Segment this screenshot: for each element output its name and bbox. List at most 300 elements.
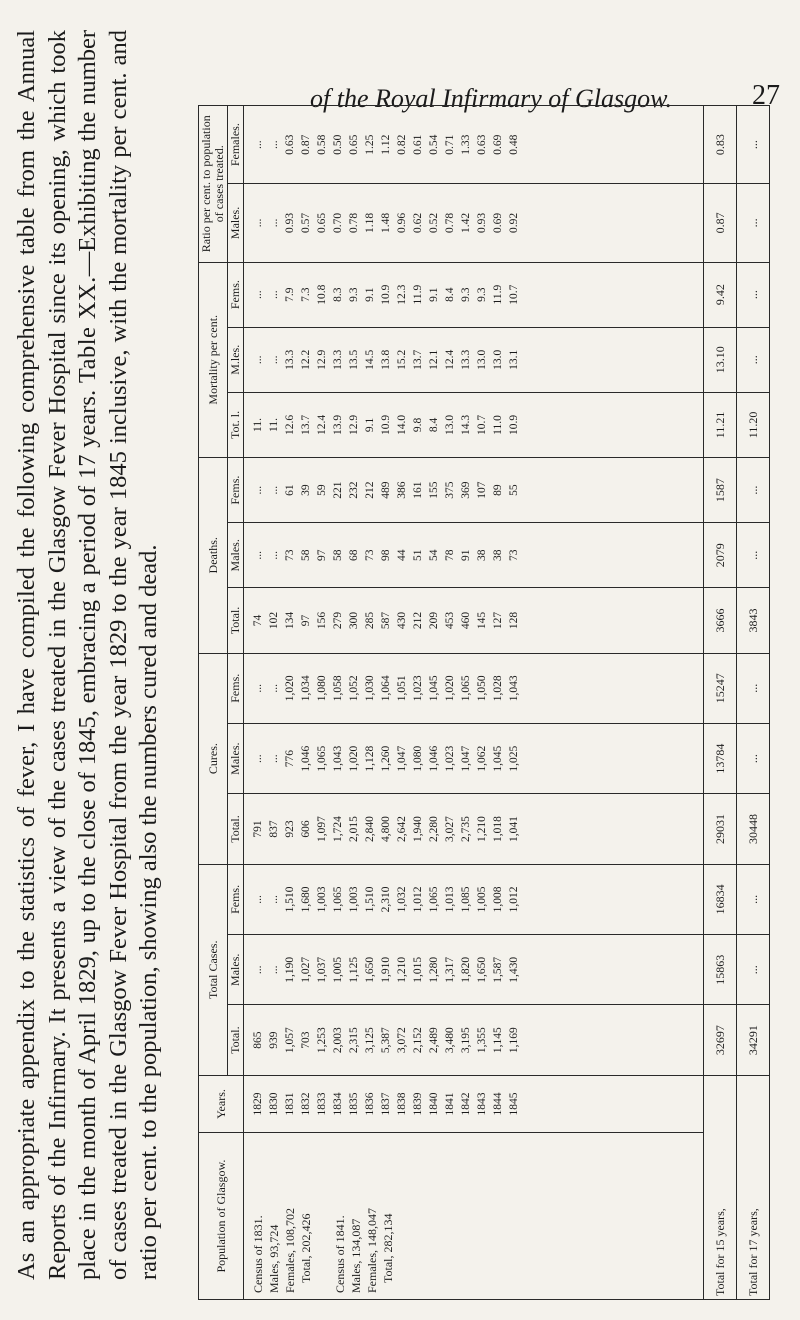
table-cell: 1,050 xyxy=(476,675,488,702)
table-cell: 1839 xyxy=(412,1092,424,1116)
cures-fems-15: 15247 xyxy=(704,653,737,723)
table-cell: 161 xyxy=(412,481,424,499)
ratio-females-15: 0.83 xyxy=(704,106,737,184)
table-cell: 0.52 xyxy=(428,212,440,233)
table-cell: 0.50 xyxy=(332,134,344,155)
table-cell: 587 xyxy=(380,611,392,630)
header-cures: Cures. xyxy=(199,653,228,864)
table-cell: 3,072 xyxy=(396,1027,408,1054)
mortality-fems-15: 9.42 xyxy=(704,262,737,327)
table-cell: 1,128 xyxy=(364,745,376,772)
table-cell: 1,047 xyxy=(396,745,408,772)
table-cell: 1,085 xyxy=(460,886,472,913)
table-cell: ... xyxy=(252,485,264,495)
table-cell: 1,210 xyxy=(396,956,408,983)
table-cell: 1,046 xyxy=(428,745,440,772)
table-cell: 1,003 xyxy=(316,886,328,913)
table-cell: 10.7 xyxy=(476,414,488,436)
table-cell: 59 xyxy=(316,484,328,496)
table-cell: 0.54 xyxy=(428,134,440,155)
table-cell: 1,940 xyxy=(412,816,424,842)
table-cell: 10.9 xyxy=(508,414,520,436)
table-cell: 1,253 xyxy=(316,1027,328,1054)
table-cell: 1,023 xyxy=(444,745,456,772)
mortality-total-15: 11.21 xyxy=(704,392,737,457)
table-cell: 1837 xyxy=(380,1092,392,1116)
deaths-fems-column xyxy=(244,458,704,523)
table-cell: 3,195 xyxy=(460,1027,472,1054)
table-caption: —Exhibiting the number of cases treated in the Glasgow Fever Hospital from the year 1829 to the year 1845 inclusive, with the mortality per cent. and ratio per cent. to the population, showing also the numbers cured and dead. xyxy=(74,30,162,1280)
table-cell: 1,023 xyxy=(412,675,424,702)
table-cell: 155 xyxy=(428,481,440,499)
total-cases-15: 32697 xyxy=(704,1005,737,1075)
table-cell: ... xyxy=(252,683,264,693)
sub-fems: Fems. xyxy=(228,458,244,523)
table-cell: 0.96 xyxy=(396,212,408,233)
table-cell: 1838 xyxy=(396,1092,408,1116)
table-cell: 145 xyxy=(476,611,488,630)
table-cell: 9.1 xyxy=(428,287,440,302)
table-cell: 923 xyxy=(284,820,296,838)
table-cell: 1,080 xyxy=(412,745,424,772)
table-cell: ... xyxy=(252,355,264,365)
table-cell: 13.9 xyxy=(332,414,344,436)
table-cell: 78 xyxy=(444,549,456,562)
table-cell: 0.48 xyxy=(508,134,520,155)
table-cell: 15.2 xyxy=(396,349,408,370)
males-1841: Males, 134,087 xyxy=(349,1218,363,1293)
table-cell: 1,080 xyxy=(316,675,328,702)
table-cell: 837 xyxy=(268,820,280,838)
females-1831: Females, 108,702 xyxy=(283,1208,297,1293)
table-cell: 98 xyxy=(380,549,392,562)
statistics-table: Population of Glasgow. Years. Total Cases. Cures. Deaths. Mortality per cent. Ratio per cent. to population of cases treated. Total. Males. Fems. Total. Males. Fems. Total. Males. Fems. Tot. l. M.les. Fems. Males. Females. Census of 1831. Males, 93,724 Females, 108,702 Total, 202,426 Census of 1841. Males, 134,087 Females, 148,047 Total, 282,134 1829 1830 1831 1832 1833 1834 1835 1836 1837 1838 1839 1840 1841 1842 1843 1844 1845 865 939 1,057 703 1,253 2,003 2,315 3,125 5,387 3,072 2,152 2,489 3,480 3,195 1,355 1,145 1,169 ... ... 1,190 1,027 1,037 1,005 1,125 1,650 1,910 1,210 1,015 1,280 1,317 1,820 1,650 1,587 1,430 ... ... 1,510 1,680 1,003 1,065 1,003 1,510 2,310 1,032 1,012 1,065 1,013 1,085 1,005 1,008 1,012 791 837 923 606 1,097 1,724 2,015 2,840 4,800 2,642 1,940 2,280 3,027 2,735 1,210 1,018 1,041 ... ... 776 1,046 1,065 1,043 1,020 1,128 1,260 1,047 1,080 1,046 1,023 1,047 1,062 1,045 1,025 ... ... 1,020 1,034 1,080 1,058 1,052 1,030 1,064 1,051 1,023 1,045 1,020 1,065 1,050 1,028 1,043 74 102 134 97 156 279 300 285 587 430 212 209 453 460 145 127 128 ... ... 73 58 97 58 68 73 98 44 51 54 78 91 38 38 73 ... ... 61 39 59 221 232 212 489 386 161 155 375 369 107 89 55 11. 11. 12.6 13.7 12.4 13.9 12.9 9.1 10.9 14.0 9.8 8.4 13.0 14.3 10.7 11.0 10.9 ... ... 13.3 12.2 12.9 13.3 13.5 14.5 13.8 15.2 13.7 12.1 12.4 13.3 13.0 13.0 13.1 ... ... 7.9 7.3 10.8 8.3 9.3 9.1 10.9 12.3 11.9 9.1 8.4 9.3 9.3 11.9 10.7 ... ... 0.93 0.57 0.65 0.70 0.78 1.18 1.48 0.96 0.62 0.52 0.78 1.42 0.93 0.69 0.92 ... ... 0.63 0.87 0.58 0.50 0.65 1.25 1.12 0.82 0.61 0.54 0.71 1.33 0.63 0.69 0.48 Total for 15 years, 32697 15863 16834 29031 13784 15247 3666 2079 1587 11.21 13.10 9.42 0.87 0.83 Total for 17 years, 34291 ... ... 30448 ... ... 3843 ... ... 11.20 ... ... ... ... xyxy=(198,105,770,1300)
table-cell: 14.5 xyxy=(364,349,376,370)
table-cell: 1,018 xyxy=(492,816,504,842)
table-cell: 1,046 xyxy=(300,745,312,772)
table-cell: 4,800 xyxy=(380,816,392,842)
total-15-label: Total for 15 years, xyxy=(704,1075,737,1299)
table-cell: 1,065 xyxy=(428,886,440,913)
table-cell: 1,724 xyxy=(332,816,344,842)
ratio-males-15: 0.87 xyxy=(704,184,737,262)
table-cell: 54 xyxy=(428,549,440,562)
table-cell: 369 xyxy=(460,481,472,499)
table-cell: 1,280 xyxy=(428,956,440,983)
table-cell: 1,065 xyxy=(332,886,344,913)
total-17-label: Total for 17 years, xyxy=(737,1075,770,1299)
table-cell: 212 xyxy=(412,611,424,630)
table-cell: 865 xyxy=(252,1031,264,1049)
table-cell: 9.8 xyxy=(412,417,424,433)
table-cell: 939 xyxy=(268,1031,280,1049)
sub-total: Total. xyxy=(228,794,244,864)
table-cell: 107 xyxy=(476,481,488,499)
total-cases-males-column xyxy=(244,935,704,1005)
table-cell: 13.7 xyxy=(300,414,312,436)
cures-males-15: 13784 xyxy=(704,723,737,793)
table-cell: 1830 xyxy=(268,1092,280,1116)
table-cell: 1,065 xyxy=(316,745,328,772)
table-cell: 9.3 xyxy=(460,287,472,302)
table-cell: 232 xyxy=(348,481,360,499)
table-cell: 1.25 xyxy=(364,134,376,155)
table-cell: 58 xyxy=(300,549,312,562)
table-cell: ... xyxy=(252,965,264,975)
table-cell: ... xyxy=(252,218,264,228)
table-cell: 2,840 xyxy=(364,816,376,842)
table-cell: 1835 xyxy=(348,1092,360,1116)
table-cell: 1,030 xyxy=(364,675,376,702)
table-cell: 0.62 xyxy=(412,212,424,233)
sub-fems: Fems. xyxy=(228,864,244,934)
table-cell: 68 xyxy=(348,549,360,562)
years-column xyxy=(244,1075,704,1132)
table-label: Table XX. xyxy=(74,276,101,384)
table-cell: 1845 xyxy=(508,1092,520,1116)
table-cell: 0.57 xyxy=(300,212,312,233)
table-cell: 221 xyxy=(332,481,344,499)
table-cell: 1836 xyxy=(364,1092,376,1116)
deaths-total-15: 3666 xyxy=(704,588,737,653)
table-cell: 0.63 xyxy=(284,134,296,155)
table-cell: 0.82 xyxy=(396,134,408,155)
table-cell: 0.93 xyxy=(476,212,488,233)
sub-males: Males. xyxy=(228,723,244,793)
table-cell: ... xyxy=(268,895,280,904)
table-cell: 12.4 xyxy=(316,414,328,436)
table-cell: 13.8 xyxy=(380,349,392,370)
table-cell: 212 xyxy=(364,481,376,499)
table-cell: 9.3 xyxy=(348,287,360,302)
table-cell: 0.69 xyxy=(492,134,504,155)
table-cell: 0.65 xyxy=(316,212,328,233)
table-cell: 209 xyxy=(428,611,440,630)
sub-males: Males. xyxy=(228,184,244,262)
table-cell: 1,005 xyxy=(476,886,488,913)
table-cell: 13.3 xyxy=(284,349,296,370)
table-cell: 1,190 xyxy=(284,956,296,983)
table-cell: 0.78 xyxy=(348,212,360,233)
table-cell: 13.3 xyxy=(460,349,472,370)
sub-males: Males. xyxy=(228,523,244,588)
table-cell: 1,650 xyxy=(476,956,488,983)
table-cell: 1832 xyxy=(300,1092,312,1116)
table-cell: 12.3 xyxy=(396,284,408,305)
table-cell: 1,020 xyxy=(444,675,456,702)
ratio-males-column xyxy=(244,184,704,262)
table-cell: ... xyxy=(268,218,280,228)
table-cell: 0.93 xyxy=(284,212,296,233)
table-cell: 0.58 xyxy=(316,134,328,155)
table-cell: 3,125 xyxy=(364,1027,376,1054)
table-cell: 12.6 xyxy=(284,414,296,436)
table-cell: 430 xyxy=(396,611,408,630)
table-cell: 2,489 xyxy=(428,1027,440,1054)
table-cell: 1,005 xyxy=(332,956,344,983)
table-cell: 1,003 xyxy=(348,886,360,913)
table-cell: 1,043 xyxy=(508,675,520,702)
table-cell: 300 xyxy=(348,611,360,630)
table-cell: 1,169 xyxy=(508,1027,520,1054)
mortality-total-17: 11.20 xyxy=(737,392,770,457)
table-cell: 73 xyxy=(284,549,296,562)
table-cell: 1,680 xyxy=(300,886,312,913)
sub-total: Total. xyxy=(228,588,244,653)
table-cell: 55 xyxy=(508,484,520,496)
table-cell: 2,315 xyxy=(348,1027,360,1054)
table-cell: ... xyxy=(268,355,280,365)
total-cases-17: 34291 xyxy=(737,1005,770,1075)
table-cell: 7.9 xyxy=(284,287,296,302)
mortality-fems-column xyxy=(244,262,704,327)
table-cell: 12.1 xyxy=(428,349,440,370)
table-cell: 386 xyxy=(396,481,408,499)
table-cell: 2,735 xyxy=(460,816,472,842)
table-cell: 1,058 xyxy=(332,675,344,702)
females-1841: Females, 148,047 xyxy=(365,1208,379,1293)
table-cell: 1,430 xyxy=(508,956,520,983)
table-cell: 1,025 xyxy=(508,745,520,772)
table-cell: 1,125 xyxy=(348,956,360,983)
cures-total-column xyxy=(244,794,704,864)
table-cell: 1,317 xyxy=(444,956,456,983)
table-cell: 0.69 xyxy=(492,212,504,233)
sub-total: Total. xyxy=(228,1005,244,1075)
table-cell: 2,015 xyxy=(348,816,360,842)
table-cell: 58 xyxy=(332,549,344,562)
table-cell: 73 xyxy=(508,549,520,562)
table-cell: 1.33 xyxy=(460,134,472,155)
table-cell: 97 xyxy=(300,614,312,627)
table-cell: 0.71 xyxy=(444,134,456,155)
mortality-males-15: 13.10 xyxy=(704,327,737,392)
header-population: Population of Glasgow. xyxy=(199,1133,244,1300)
deaths-total-17: 3843 xyxy=(737,588,770,653)
table-cell: 1,820 xyxy=(460,956,472,983)
table-cell: 1842 xyxy=(460,1092,472,1116)
cures-males-column xyxy=(244,723,704,793)
table-cell: 1.42 xyxy=(460,212,472,233)
table-cell: 127 xyxy=(492,611,504,630)
table-cell: 1,041 xyxy=(508,816,520,842)
deaths-males-column xyxy=(244,523,704,588)
table-cell: 1,034 xyxy=(300,675,312,702)
table-cell: 1,013 xyxy=(444,886,456,913)
table-cell: ... xyxy=(268,683,280,693)
table-cell: 0.78 xyxy=(444,212,456,233)
deaths-fems-15: 1587 xyxy=(704,458,737,523)
table-cell: 2,310 xyxy=(380,886,392,913)
table-cell: 1,355 xyxy=(476,1027,488,1054)
table-cell: 9.1 xyxy=(364,287,376,302)
table-cell: 1833 xyxy=(316,1092,328,1116)
sub-females: Females. xyxy=(228,106,244,184)
table-cell: 1834 xyxy=(332,1092,344,1116)
table-cell: 13.0 xyxy=(476,349,488,370)
table-cell: ... xyxy=(268,290,280,299)
table-cell: 1,510 xyxy=(364,886,376,913)
table-cell: 38 xyxy=(476,549,488,562)
table-cell: 1,145 xyxy=(492,1027,504,1054)
header-years: Years. xyxy=(199,1075,244,1132)
table-cell: 3,480 xyxy=(444,1027,456,1054)
table-cell: 1841 xyxy=(444,1092,456,1116)
table-cell: 1,012 xyxy=(412,886,424,913)
mortality-total-column xyxy=(244,392,704,457)
population-cell xyxy=(244,1133,704,1300)
total-cases-fems-column xyxy=(244,864,704,934)
table-cell: ... xyxy=(252,290,264,299)
table-cell: 1,043 xyxy=(332,745,344,772)
table-cell: 10.8 xyxy=(316,284,328,305)
table-cell: 1,057 xyxy=(284,1027,296,1054)
table-cell: 7.3 xyxy=(300,287,312,302)
header-total-cases: Total Cases. xyxy=(199,864,228,1075)
table-cell: 1,510 xyxy=(284,886,296,913)
table-cell: 1.48 xyxy=(380,212,392,233)
table-cell: 5,387 xyxy=(380,1027,392,1054)
table-cell: 9.1 xyxy=(364,417,376,433)
cures-total-17: 30448 xyxy=(737,794,770,864)
table-cell: 453 xyxy=(444,611,456,630)
table-cell: 38 xyxy=(492,549,504,562)
table-cell: 12.4 xyxy=(444,349,456,370)
table-cell: 12.2 xyxy=(300,349,312,370)
cures-fems-column xyxy=(244,653,704,723)
table-cell: 91 xyxy=(460,549,472,562)
table-cell: 2,003 xyxy=(332,1027,344,1054)
table-cell: 73 xyxy=(364,549,376,562)
sub-males: M.les. xyxy=(228,327,244,392)
table-cell: 8.3 xyxy=(332,287,344,302)
table-cell: 11.0 xyxy=(492,415,504,435)
table-cell: 74 xyxy=(252,614,264,627)
deaths-total-column xyxy=(244,588,704,653)
table-cell: 1.12 xyxy=(380,134,392,155)
table-cell: 0.87 xyxy=(300,134,312,155)
table-cell: 791 xyxy=(252,820,264,838)
table-cell: 102 xyxy=(268,611,280,630)
table-cell: 128 xyxy=(508,611,520,630)
table-cell: 1,020 xyxy=(348,745,360,772)
table-cell: 1,051 xyxy=(396,675,408,702)
table-cell: 13.5 xyxy=(348,349,360,370)
table-cell: 1,037 xyxy=(316,956,328,983)
census-1831: Census of 1831. xyxy=(251,1215,265,1293)
table-cell: 1,910 xyxy=(380,956,392,983)
table-cell: 1,045 xyxy=(492,745,504,772)
table-cell: 1,260 xyxy=(380,745,392,772)
table-cell: 279 xyxy=(332,611,344,630)
table-cell: 1840 xyxy=(428,1092,440,1116)
table-cell: 13.3 xyxy=(332,349,344,370)
table-cell: 13.0 xyxy=(444,414,456,436)
table-cell: 3,027 xyxy=(444,816,456,842)
table-cell: 1,047 xyxy=(460,745,472,772)
table-cell: 10.9 xyxy=(380,414,392,436)
header-deaths: Deaths. xyxy=(199,458,228,654)
table-cell: 776 xyxy=(284,750,296,768)
table-cell: 1,008 xyxy=(492,886,504,913)
table-cell: 1844 xyxy=(492,1092,504,1116)
total-fems-15: 16834 xyxy=(704,864,737,934)
table-cell: 89 xyxy=(492,484,504,496)
table-cell: 9.3 xyxy=(476,287,488,302)
table-cell: 2,642 xyxy=(396,816,408,842)
table-cell: 703 xyxy=(300,1031,312,1049)
table-cell: 489 xyxy=(380,481,392,499)
table-cell: ... xyxy=(252,140,264,149)
total-cases-total-column xyxy=(244,1005,704,1075)
table-cell: 11. xyxy=(268,417,280,432)
table-cell: 1,032 xyxy=(396,886,408,913)
table-cell: 10.9 xyxy=(380,284,392,305)
sub-fems: Fems. xyxy=(228,653,244,723)
table-cell: 1,012 xyxy=(508,886,520,913)
table-cell: 39 xyxy=(300,484,312,496)
table-cell: 0.61 xyxy=(412,134,424,155)
table-cell: 1,062 xyxy=(476,745,488,772)
header-mortality: Mortality per cent. xyxy=(199,262,228,458)
table-cell: ... xyxy=(268,550,280,560)
total-males-15: 15863 xyxy=(704,935,737,1005)
table-cell: 134 xyxy=(284,611,296,630)
table-cell: 0.70 xyxy=(332,212,344,233)
table-cell: 1,210 xyxy=(476,816,488,842)
table-cell: 1,052 xyxy=(348,675,360,702)
ratio-females-column xyxy=(244,106,704,184)
header-ratio: Ratio per cent. to population of cases treated. xyxy=(199,106,228,263)
table-cell: 2,280 xyxy=(428,816,440,842)
table-cell: 1,065 xyxy=(460,675,472,702)
table-cell: 11.9 xyxy=(412,284,424,305)
males-1831: Males, 93,724 xyxy=(267,1224,281,1293)
table-cell: 0.92 xyxy=(508,212,520,233)
table-cell: 13.0 xyxy=(492,349,504,370)
table-cell: 12.9 xyxy=(348,414,360,436)
table-cell: 11.9 xyxy=(492,284,504,305)
table-cell: 1843 xyxy=(476,1092,488,1116)
table-cell: 156 xyxy=(316,611,328,630)
table-cell: 12.9 xyxy=(316,349,328,370)
table-cell: 285 xyxy=(364,611,376,630)
table-cell: 61 xyxy=(284,484,296,496)
table-cell: 1831 xyxy=(284,1092,296,1116)
table-cell: 1.18 xyxy=(364,212,376,233)
table-cell: ... xyxy=(252,754,264,763)
table-cell: 1829 xyxy=(252,1092,264,1116)
table-cell: 606 xyxy=(300,820,312,838)
table-cell: 44 xyxy=(396,549,408,562)
table-cell: 8.4 xyxy=(428,417,440,433)
table-cell: 2,152 xyxy=(412,1027,424,1054)
sub-tot: Tot. l. xyxy=(228,392,244,457)
table-cell: 0.65 xyxy=(348,134,360,155)
table-cell: 0.63 xyxy=(476,134,488,155)
table-cell: 1,650 xyxy=(364,956,376,983)
table-cell: 8.4 xyxy=(444,287,456,302)
table-cell: ... xyxy=(268,140,280,149)
table-cell: 1,045 xyxy=(428,675,440,702)
cures-total-15: 29031 xyxy=(704,794,737,864)
total-1841: Total, 282,134 xyxy=(381,1213,395,1283)
table-cell: 460 xyxy=(460,611,472,630)
intro-paragraph: As an appropriate appendix to the statistics of fever, I have compiled the following comprehensive table from the Annual Reports of the Infirmary. It presents a view of the cases treated in the Glasgow Fever Hospital since its opening, which took place in the month of April 1829, up to the close of 1845, embracing a period of 17 years. xyxy=(13,30,101,1280)
table-cell: 14.0 xyxy=(396,414,408,436)
table-cell: 13.1 xyxy=(508,349,520,370)
table-cell: 13.7 xyxy=(412,349,424,370)
